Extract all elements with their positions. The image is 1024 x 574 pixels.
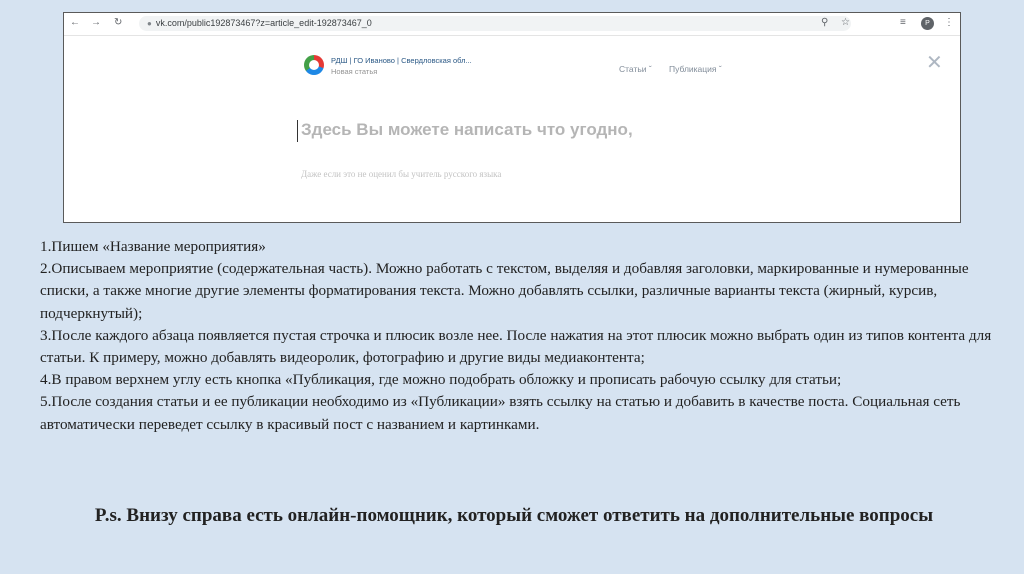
chevron-down-icon: ˇ — [718, 64, 722, 74]
menu-publication[interactable]: Публикация ˇ — [669, 64, 722, 74]
lock-icon: ● — [147, 19, 152, 28]
close-icon[interactable]: ✕ — [926, 52, 943, 74]
postscript-note: P.s. Внизу справа есть онлайн-помощник, который сможет ответить на дополнительные вопросы — [94, 505, 934, 526]
back-icon[interactable]: ← — [70, 17, 80, 28]
chevron-down-icon: ˇ — [648, 64, 652, 74]
avatar[interactable]: P — [921, 17, 934, 30]
vk-article-editor-screenshot — [63, 12, 961, 223]
text-cursor — [297, 120, 298, 142]
instruction-step: 2.Описываем мероприятие (содержательная часть). Можно работать с текстом, выделяя и добавляя заголовки, маркированные и нумерованные списки, а также многие другие элементы форматирования текста. Можно добавлять ссылки, различные варианты текста (жирный, курсив, подчеркнутый); — [40, 260, 969, 322]
instructions-list — [40, 236, 1020, 436]
group-name[interactable]: РДШ | ГО Иваново | Свердловская обл... — [331, 56, 472, 65]
bookmark-star-icon[interactable]: ☆ — [841, 17, 850, 28]
article-title-placeholder[interactable]: Здесь Вы можете написать что угодно, — [301, 120, 633, 139]
forward-icon[interactable]: → — [91, 17, 101, 28]
reading-list-icon[interactable]: ≡ — [900, 17, 906, 28]
reload-icon[interactable]: ↻ — [114, 17, 123, 28]
instruction-step: 4.В правом верхнем углу есть кнопка «Публикация, где можно подобрать обложку и прописать рабочую ссылку для статьи; — [40, 371, 842, 389]
instruction-step: 5.После создания статьи и ее публикации необходимо из «Публикации» взять ссылку на статью и добавить в качестве поста. Социальная сеть автоматически переведет ссылку в красивый пост с названием и картинками. — [40, 393, 961, 433]
instruction-step: 1.Пишем «Название мероприятия» — [40, 238, 266, 255]
browser-toolbar — [64, 13, 960, 36]
menu-dots-icon[interactable]: ⋮ — [944, 17, 954, 28]
url-text: vk.com/public192873467?z=article_edit-192873467_0 — [155, 18, 372, 28]
address-bar[interactable] — [139, 16, 851, 31]
article-body-placeholder[interactable]: Даже если это не оценил бы учитель русского языка — [301, 169, 502, 179]
group-logo-icon[interactable] — [304, 55, 324, 75]
zoom-icon[interactable]: ⚲ — [821, 17, 829, 28]
menu-articles[interactable]: Статьи ˇ — [619, 64, 652, 74]
group-subtitle: Новая статья — [331, 67, 378, 76]
instruction-step: 3.После каждого абзаца появляется пустая строчка и плюсик возле нее. После нажатия на этот плюсик можно выбрать один из типов контента для статьи. К примеру, можно добавлять видеоролик, фотографию и другие виды медиаконтента; — [40, 326, 992, 367]
